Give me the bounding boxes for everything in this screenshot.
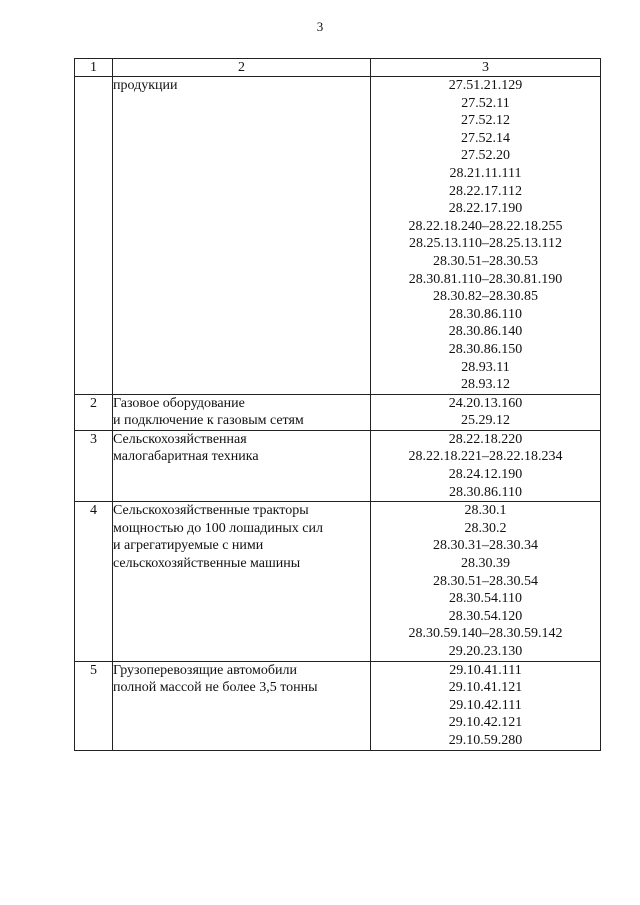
okpd-code: 29.10.42.121 [448, 715, 523, 731]
okpd-code: 28.30.86.140 [448, 324, 523, 340]
okpd-code: 28.30.86.150 [448, 341, 523, 357]
okpd-code: 27.52.12 [461, 113, 510, 129]
okpd-code: 28.93.11 [461, 359, 510, 375]
product-name-line: малогабаритная техника [113, 449, 259, 465]
okpd-code: 27.52.14 [461, 130, 510, 146]
okpd-code: 29.10.59.280 [448, 732, 523, 748]
okpd-code: 28.30.86.110 [449, 306, 522, 322]
okpd-code: 28.30.54.110 [449, 591, 522, 607]
okpd-code: 28.25.13.110–28.25.13.112 [409, 236, 562, 252]
okpd-code: 25.29.12 [461, 413, 510, 429]
okpd-code: 28.21.11.111 [449, 165, 522, 181]
page-number: 3 [316, 19, 324, 34]
okpd-code: 28.30.39 [461, 556, 510, 572]
okpd-codes-cell [371, 77, 601, 395]
product-name-line: Сельскохозяйственная [113, 431, 247, 447]
product-name-line: полной массой не более 3,5 тонны [113, 680, 318, 696]
okpd-code: 28.30.2 [464, 520, 507, 536]
table-header-row [75, 59, 601, 77]
product-name-line: продукции [113, 78, 178, 93]
okpd-code: 28.30.54.120 [448, 608, 523, 624]
product-name-line: и подключение к газовым сетям [113, 413, 304, 429]
okpd-code: 28.22.17.190 [448, 201, 523, 217]
okpd-code: 28.30.51–28.30.53 [433, 253, 538, 269]
okpd-code: 28.30.59.140–28.30.59.142 [408, 626, 563, 642]
okpd-codes-cell [371, 502, 601, 661]
product-name-line: Сельскохозяйственные тракторы [113, 503, 309, 519]
product-name-cell [113, 77, 371, 395]
table-body [75, 77, 601, 751]
okpd-code: 28.30.31–28.30.34 [433, 538, 538, 554]
product-name-line: сельскохозяйственные машины [113, 556, 301, 572]
row-number-cell [75, 77, 113, 395]
okpd-code: 29.10.42.111 [449, 697, 522, 713]
okpd-code: 27.52.11 [461, 95, 510, 111]
okpd-code: 28.22.18.221–28.22.18.234 [408, 449, 563, 465]
product-name-line: Газовое оборудование [113, 395, 245, 411]
okpd-code: 28.30.86.110 [449, 484, 522, 500]
okpd-code: 24.20.13.160 [448, 395, 523, 411]
table-row [75, 430, 601, 501]
table-row [75, 394, 601, 430]
row-number-cell: 2 [75, 394, 113, 430]
column-header-2: 2 [113, 59, 371, 77]
row-number-cell: 3 [75, 430, 113, 501]
okpd-code: 27.51.21.129 [448, 78, 523, 93]
okpd-code: 28.30.51–28.30.54 [433, 573, 538, 589]
product-name-cell [113, 661, 371, 750]
product-name-cell [113, 502, 371, 661]
okpd-code: 28.22.17.112 [449, 183, 522, 199]
okpd-code: 28.30.82–28.30.85 [433, 289, 538, 305]
okpd-code: 28.30.1 [464, 503, 507, 519]
okpd-code: 28.30.81.110–28.30.81.190 [408, 271, 563, 287]
okpd-code: 28.22.18.240–28.22.18.255 [408, 218, 563, 234]
okpd-code: 29.20.23.130 [448, 644, 523, 659]
product-name-cell [113, 394, 371, 430]
okpd-code: 28.93.12 [461, 377, 510, 393]
table-row [75, 77, 601, 395]
row-number-cell: 5 [75, 661, 113, 750]
okpd-codes-cell [371, 661, 601, 750]
okpd-code: 27.52.20 [461, 148, 510, 164]
table-row [75, 661, 601, 750]
okpd-code: 28.24.12.190 [448, 467, 523, 483]
product-name-line: и агрегатируемые с ними [113, 538, 264, 554]
okpd-code: 29.10.41.111 [449, 662, 522, 678]
okpd-code: 28.22.18.220 [448, 431, 523, 447]
table-row [75, 502, 601, 661]
column-header-3: 3 [371, 59, 601, 77]
okpd-code: 29.10.41.121 [448, 680, 523, 696]
okpd-codes-cell [371, 430, 601, 501]
product-name-line: мощностью до 100 лошадиных сил [113, 520, 323, 536]
column-header-1: 1 [75, 59, 113, 77]
row-number-cell: 4 [75, 502, 113, 661]
product-name-line: Грузоперевозящие автомобили [113, 662, 297, 678]
product-name-cell [113, 430, 371, 501]
okpd-codes-cell [371, 394, 601, 430]
classification-table [74, 58, 601, 751]
